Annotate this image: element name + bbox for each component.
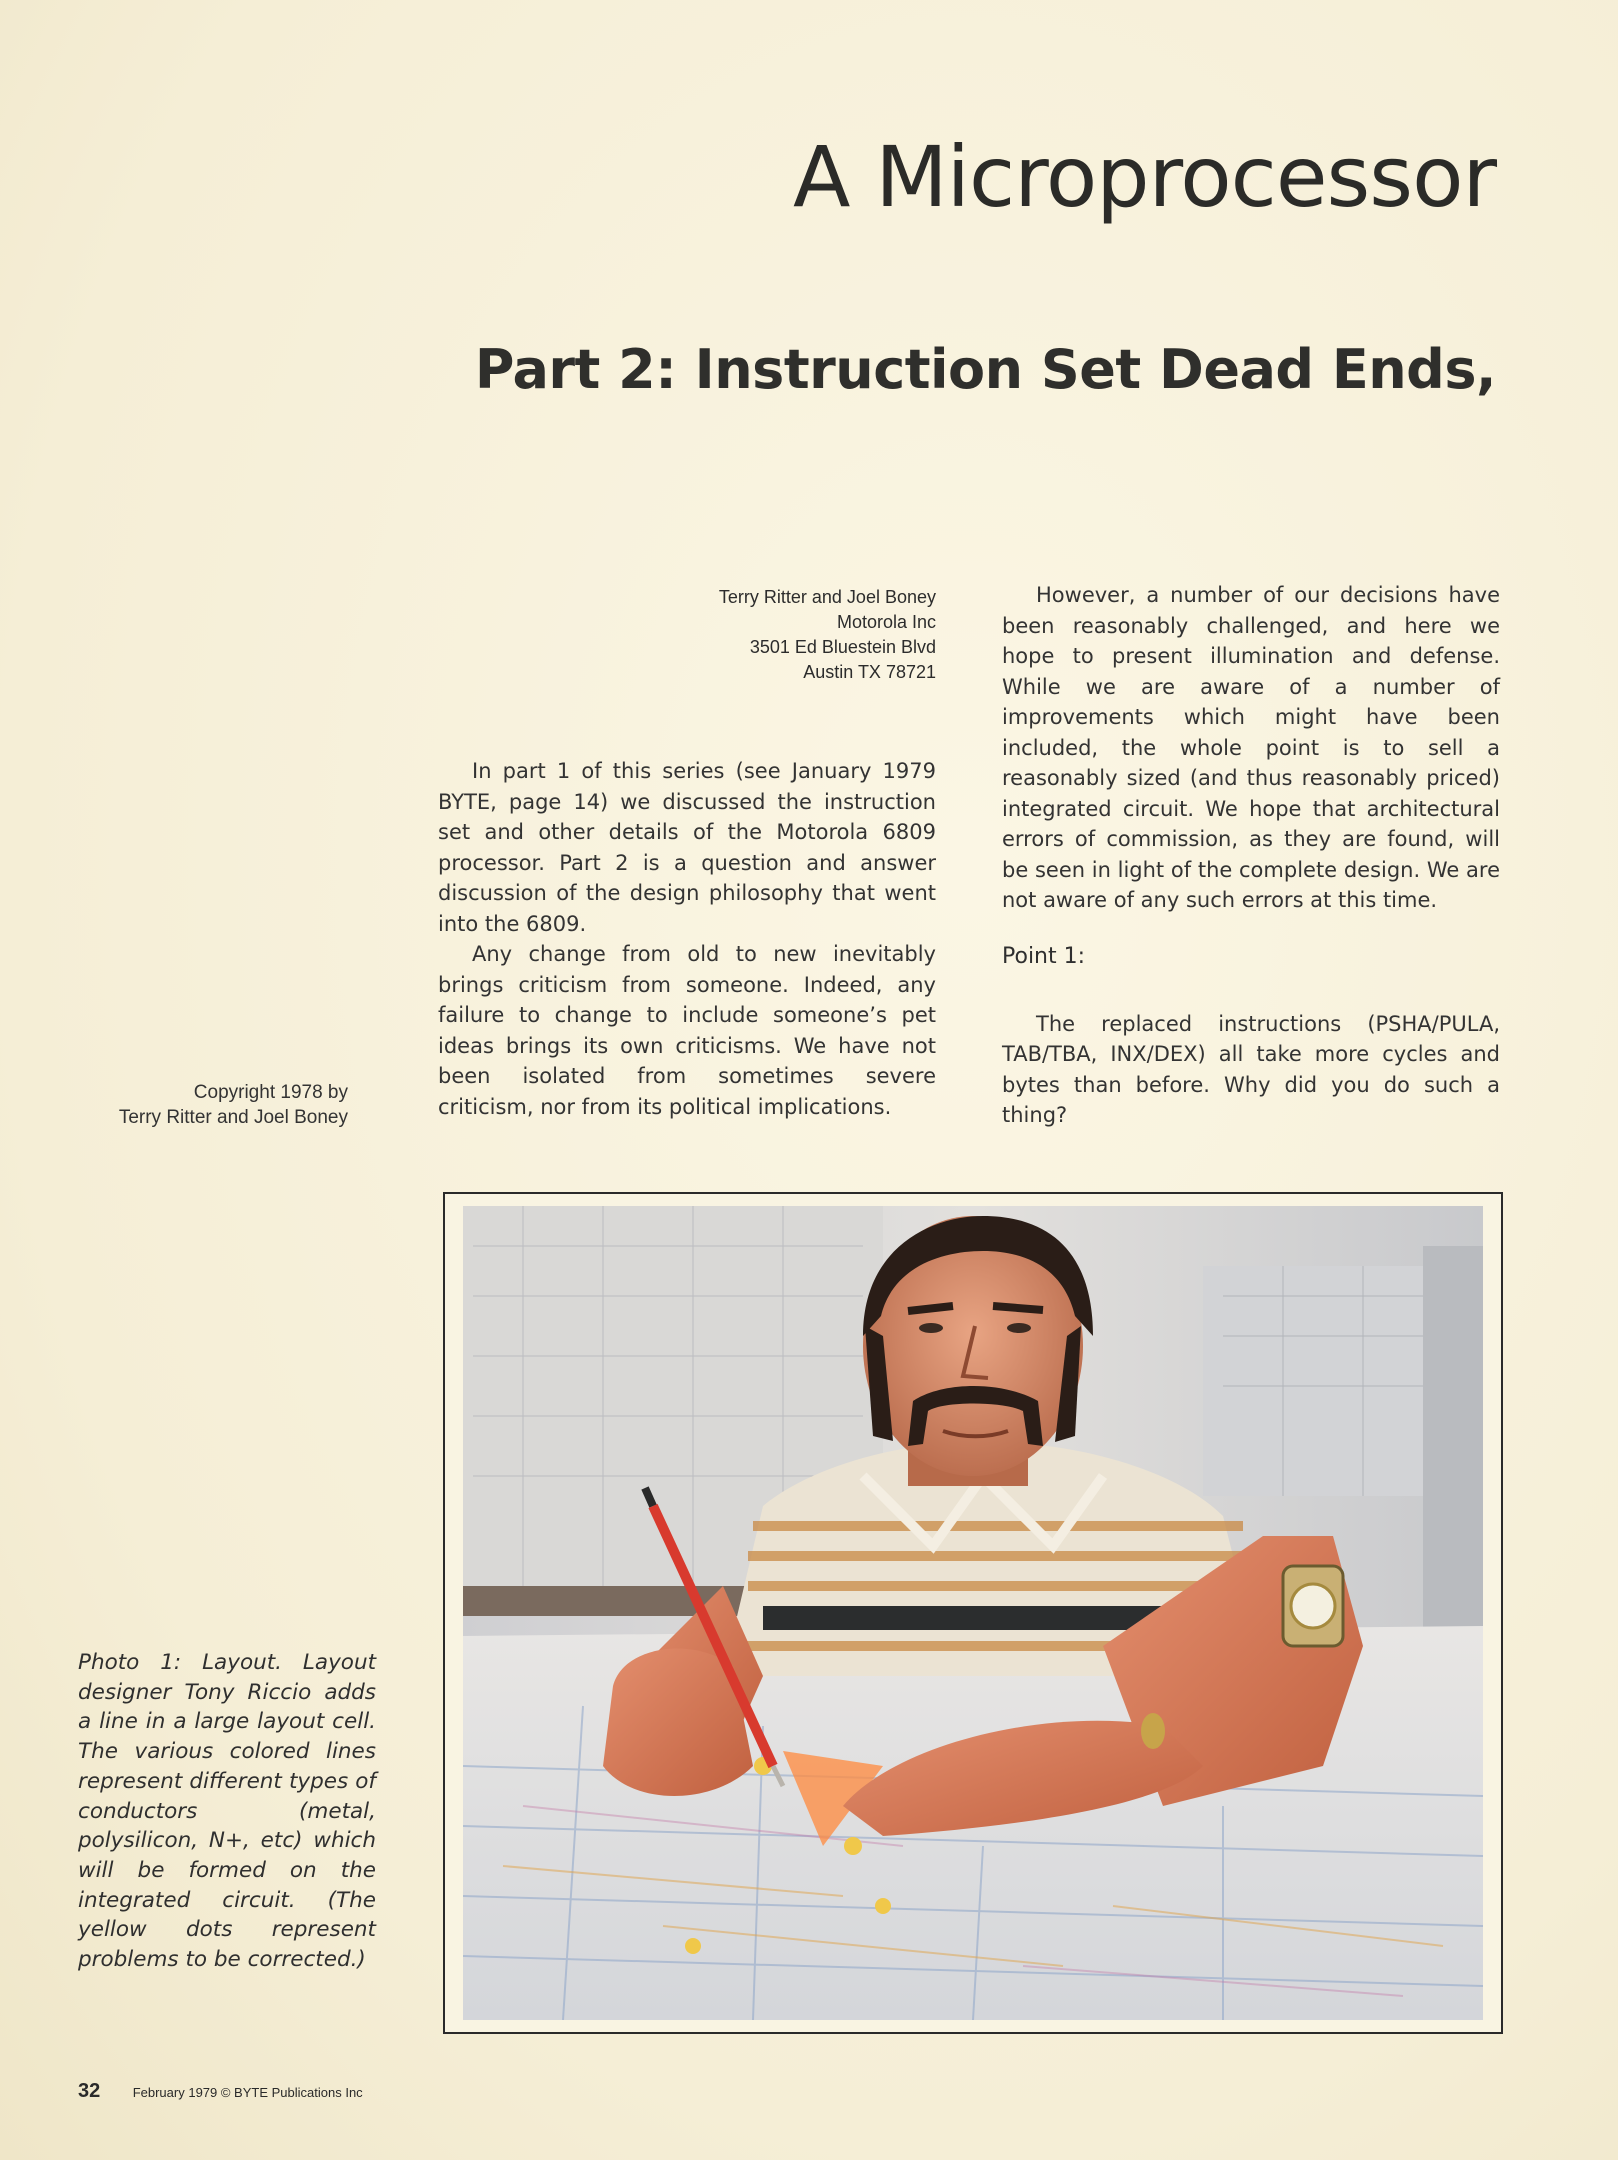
section-heading: Point 1: [1002,943,1086,969]
column2-paragraph-1: However, a number of our decisions have been reasonably challenged, and here we hope to present illumination and defense. While we are aware of a number of improvements which might have been included, the whole point is to sell a reasonably sized (and thus reasonably priced) integrated circuit. We hope that architectural errors of commission, as they are found, will be seen in light of the complete design. We are not aware of any such errors at this time. [1002,583,1500,912]
photo-frame [443,1192,1503,2034]
column1-paragraph-2: Any change from old to new inevitably brings criticism from someone. Indeed, any failure to change to include someone’s pet ideas brings its own criticisms. We have not been isolated from sometimes severe criticism, nor from its political implications. [438,942,936,1119]
text-column-1 [438,756,936,1122]
layout-designer-photo [463,1206,1483,2020]
author-company: Motorola Inc [836,612,936,632]
page-number: 32 [78,2080,101,2102]
copyright-notice [60,1080,348,1130]
article-subtitle: Part 2: Instruction Set Dead Ends, [474,338,1496,401]
publication-line: February 1979 © BYTE Publications Inc [132,2085,363,2100]
author-names: Terry Ritter and Joel Boney [718,587,936,607]
column2-paragraph-2: The replaced instructions (PSHA/PULA, TAB/TBA, INX/DEX) all take more cycles and bytes than before. Why did you do such a thing? [1002,1011,1500,1127]
copyright-line-1: Copyright 1978 by [193,1082,348,1103]
column1-paragraph-1: In part 1 of this series (see January 1979 BYTE, page 14) we discussed the instruction set and other details of the Motorola 6809 processor. Part 2 is a question and answer discussion of the design philosophy that went into the 6809. [438,759,936,936]
copyright-line-2: Terry Ritter and Joel Boney [118,1107,348,1128]
author-street: 3501 Ed Bluestein Blvd [749,637,936,657]
author-block [440,585,936,685]
photo-caption: Photo 1: Layout. Layout designer Tony Riccio adds a line in a large layout cell. The various colored lines represent different types of conductors (metal, polysilicon, N+, etc) which will be formed on the integrated circuit. (The yellow dots represent problems to be corrected.) [78,1650,376,1973]
page-footer [78,2080,363,2103]
author-city: Austin TX 78721 [803,662,936,682]
article-title: A Microprocessor [793,128,1496,226]
text-column-2 [1002,580,1500,1131]
